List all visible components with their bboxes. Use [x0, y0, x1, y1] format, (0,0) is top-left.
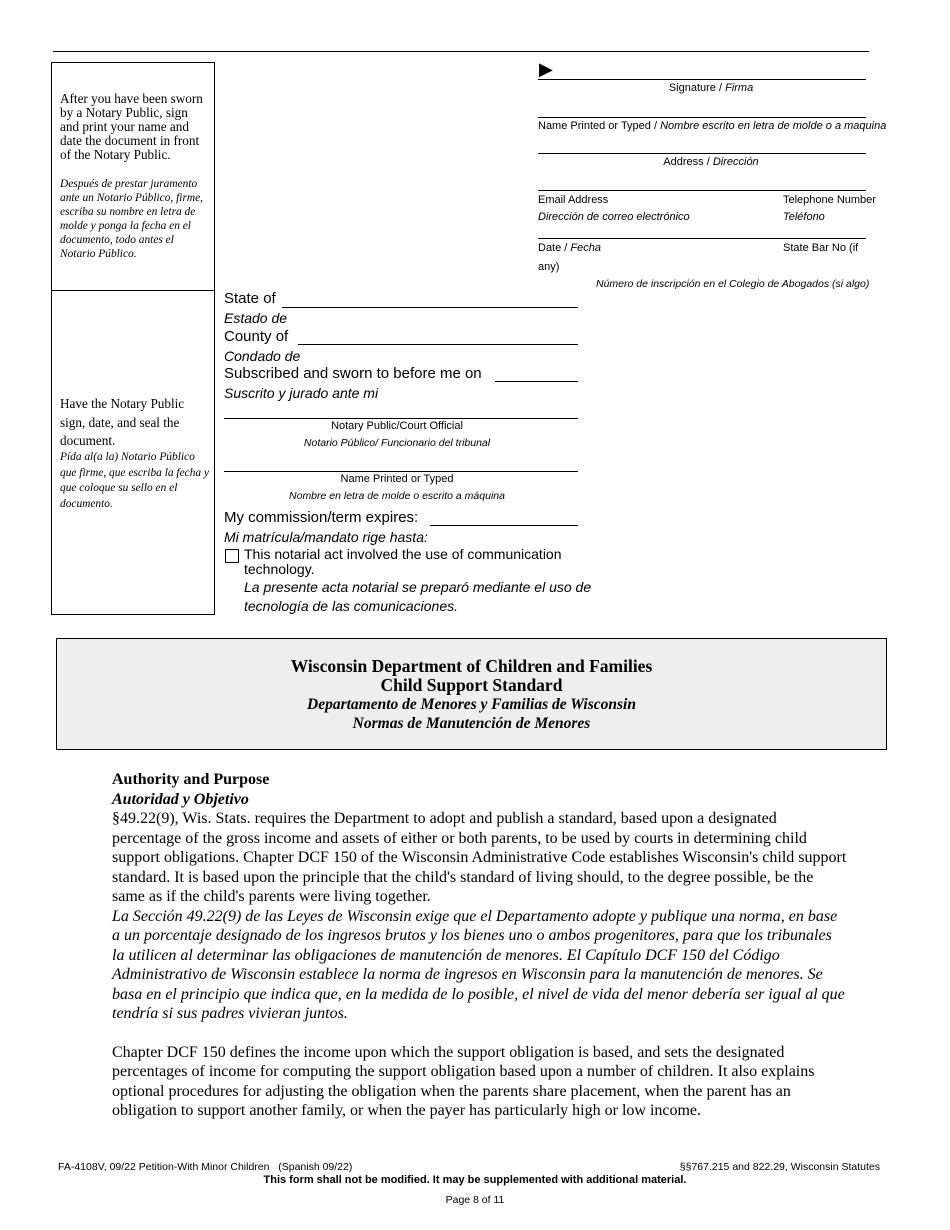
notary-name-label-es: Nombre en letra de molde o escrito a máquina	[289, 490, 505, 502]
notary-official-label: Notary Public/Court Official	[331, 420, 463, 432]
county-label: County of	[224, 328, 289, 345]
notary-official-label-es: Notario Público/ Funcionario del tribunal	[303, 437, 491, 449]
notary-instructions-box	[51, 290, 215, 615]
date-bar-line[interactable]	[538, 238, 866, 239]
paragraph-2: Chapter DCF 150 defines the income upon which the support obligation is based, and sets the designated percentages of income for computing the support obligation based upon a number of children. It also explains optional procedures for adjusting the obligation when the parents share placement, when the parent has an obligation to support another family, or when the payer has particularly high or low income.	[112, 1043, 815, 1119]
email-label-es: Dirección de correo electrónico	[538, 211, 690, 223]
tech-label-es-line2: tecnología de las comunicaciones.	[244, 598, 459, 614]
standard-banner	[56, 638, 887, 750]
arrow-icon: ▶	[539, 59, 553, 79]
sworn-date-field[interactable]	[495, 381, 578, 382]
state-bar-label-es: Número de inscripción en el Colegio de Abogados (si algo)	[596, 278, 870, 290]
page-number: Page 8 of 11	[445, 1194, 505, 1206]
signature-block	[538, 58, 888, 298]
notary-block	[224, 289, 604, 619]
tech-label-line1: This notarial act involved the use of communication	[244, 546, 562, 562]
state-label: State of	[224, 290, 276, 307]
county-label-es: Condado de	[224, 348, 301, 364]
signature-label: Signature / Firma	[668, 82, 754, 94]
state-label-es: Estado de	[224, 310, 288, 326]
banner-title: Wisconsin Department of Children and Families	[290, 656, 653, 676]
tech-label-es-line1: La presente acta notarial se preparó mediante el uso de	[244, 579, 592, 595]
banner-subtitle: Child Support Standard	[380, 675, 563, 695]
top-rule	[53, 51, 869, 52]
county-field[interactable]	[298, 344, 578, 345]
commission-field[interactable]	[430, 525, 578, 526]
name-label: Name Printed or Typed / Nombre escrito en letra de molde o a maquina	[538, 120, 887, 132]
tech-label-line2: technology.	[244, 561, 315, 577]
state-bar-label-cont: any)	[538, 261, 560, 273]
paragraph-1: §49.22(9), Wis. Stats. requires the Department to adopt and publish a standard, based upon a designated percentage of the gross income and assets of either or both parents, to be used by courts in determining child support obligations. Chapter DCF 150 of the Wisconsin Administrative Code establishes Wisconsin's child support standard. It is based upon the principle that the child's standard of living should, to the degree possible, be the same as if the child's parents were living together.	[112, 810, 847, 905]
paragraph-1-es: La Sección 49.22(9) de las Leyes de Wisconsin exige que el Departamento adopte y publique una norma, en base a un porcentaje designado de los ingresos brutos y los bienes uno o ambos progenitores, para que los tribunales la utilicen al determinar las obligaciones de manutención de menores. El Capítulo DCF 150 del Código Administrativo de Wisconsin establece la norma de ingresos en Wisconsin para la manutención de menores. Se basa en el principio que indica que, en la medida de lo posible, el nivel de vida del menor debería ser igual al que tendría si sus padres vivieran juntos.	[112, 907, 845, 1022]
notary-instructions-es: Pída al(a la) Notario Público que firme, que escriba la fecha y que coloque su sello en el documento.	[60, 451, 209, 510]
notary-instructions-en: Have the Notary Public sign, date, and seal the document.	[60, 396, 185, 448]
authority-section	[112, 770, 848, 1121]
address-line[interactable]	[538, 153, 866, 154]
signature-line[interactable]	[538, 79, 866, 80]
modification-notice: This form shall not be modified. It may be supplemented with additional material.	[263, 1174, 687, 1186]
section-heading-es: Autoridad y Objetivo	[112, 790, 249, 808]
section-heading: Authority and Purpose	[112, 771, 270, 788]
sworn-label: Subscribed and sworn to before me on	[224, 365, 482, 382]
statutes: §§767.215 and 822.29, Wisconsin Statutes	[679, 1161, 880, 1173]
state-bar-label: State Bar No (if	[783, 242, 859, 254]
notary-name-label: Name Printed or Typed	[340, 473, 454, 485]
email-label: Email Address	[538, 194, 609, 206]
banner-title-es: Departamento de Menores y Familias de Wisconsin	[307, 696, 636, 713]
commission-label: My commission/term expires:	[224, 509, 419, 526]
email-phone-line[interactable]	[538, 190, 866, 191]
signing-instructions-es: Después de prestar juramento ante un Notario Público, firme, escriba su nombre en letra de molde y ponga la fecha en el documento, todo antes el Notario Público.	[60, 178, 204, 261]
name-line[interactable]	[538, 117, 866, 118]
phone-label: Telephone Number	[783, 194, 876, 206]
notary-name-line[interactable]	[224, 471, 578, 472]
form-id: FA-4108V, 09/22 Petition-With Minor Children (Spanish 09/22)	[58, 1161, 353, 1173]
state-field[interactable]	[282, 307, 578, 308]
address-label: Address / Dirección	[663, 156, 759, 168]
sworn-label-es: Suscrito y jurado ante mi	[224, 385, 379, 401]
signing-instructions-box	[51, 62, 215, 291]
communication-technology-checkbox[interactable]	[225, 549, 239, 563]
commission-label-es: Mi matrícula/mandato rige hasta:	[224, 529, 428, 545]
phone-label-es: Teléfono	[783, 211, 825, 223]
notary-signature-line[interactable]	[224, 418, 578, 419]
signing-instructions-en: After you have been sworn by a Notary Public, sign and print your name and date the document in front of the Notary Public.	[60, 91, 203, 162]
banner-subtitle-es: Normas de Manutención de Menores	[352, 715, 591, 732]
date-label: Date / Fecha	[538, 242, 601, 254]
